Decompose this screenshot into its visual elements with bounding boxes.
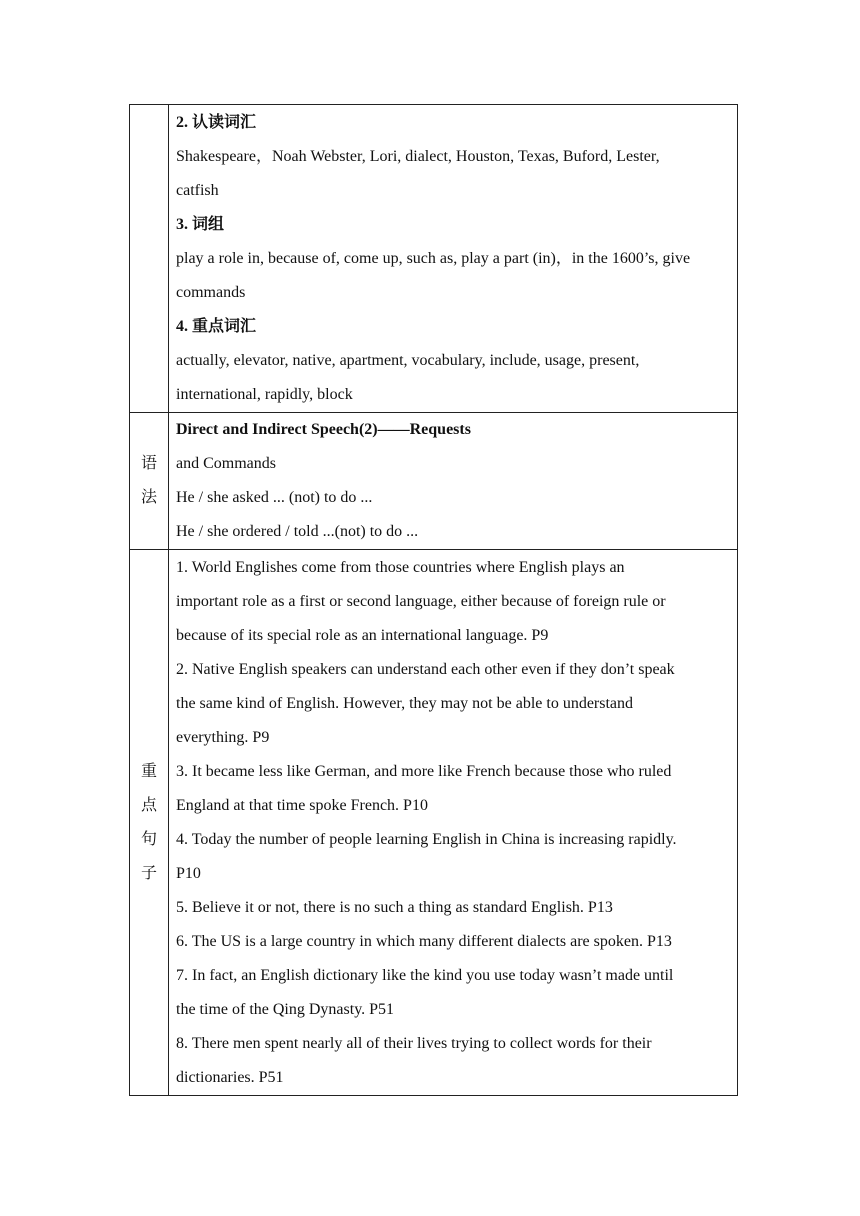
key-sentences-label-char: 点 [140, 796, 157, 814]
grammar-label-char: 语 [140, 455, 157, 472]
sentence-line: 1. World Englishes come from those countries where English plays an [176, 559, 625, 576]
sentence-line: the same kind of English. However, they may not be able to understand [176, 695, 634, 712]
phrases-line: commands [176, 284, 246, 301]
key-sentences-content-cell [169, 550, 738, 1096]
recognition-vocab-line: catfish [176, 182, 219, 199]
recognition-vocab-heading: 2. 认读词汇 [176, 114, 257, 131]
key-vocab-heading: 4. 重点词汇 [176, 318, 257, 335]
key-vocab-line: international, rapidly, block [176, 386, 353, 403]
lesson-table [129, 104, 738, 1096]
sentence-line: everything. P9 [176, 729, 270, 746]
sentence-line: England at that time spoke French. P10 [176, 797, 428, 814]
sentence-line: 6. The US is a large country in which many different dialects are spoken. P13 [176, 933, 672, 950]
key-sentences-label-char: 重 [140, 762, 157, 780]
key-sentences-label-cell [130, 550, 169, 1096]
phrases-line: play a role in, because of, come up, such as, play a part (in)，in the 1600’s, give [176, 250, 691, 267]
key-sentences-row [130, 550, 738, 1096]
key-sentences-label-char: 句 [140, 830, 157, 848]
grammar-line: and Commands [176, 455, 276, 472]
sentence-line: 5. Believe it or not, there is no such a thing as standard English. P13 [176, 899, 613, 916]
sentence-line: 2. Native English speakers can understand each other even if they don’t speak [176, 661, 675, 678]
grammar-line: He / she asked ... (not) to do ... [176, 489, 373, 506]
grammar-title: Direct and Indirect Speech(2)——Requests [176, 421, 471, 438]
sentence-line: P10 [176, 865, 201, 882]
sentence-line: because of its special role as an international language. P9 [176, 627, 549, 644]
vocabulary-content-cell [169, 105, 738, 413]
vocabulary-row [130, 105, 738, 413]
sentence-line: the time of the Qing Dynasty. P51 [176, 1001, 395, 1018]
sentence-line: 3. It became less like German, and more like French because those who ruled [176, 763, 672, 780]
sentence-line: 8. There men spent nearly all of their lives trying to collect words for their [176, 1035, 652, 1052]
grammar-label-char: 法 [140, 489, 157, 506]
sentence-line: 4. Today the number of people learning English in China is increasing rapidly. [176, 831, 677, 848]
sentence-line: dictionaries. P51 [176, 1069, 284, 1086]
grammar-label-cell [130, 413, 169, 550]
phrases-heading: 3. 词组 [176, 216, 225, 233]
grammar-content-cell [169, 413, 738, 550]
grammar-line: He / she ordered / told ...(not) to do ... [176, 523, 419, 540]
sentence-line: 7. In fact, an English dictionary like the kind you use today wasn’t made until [176, 967, 674, 984]
key-sentences-label-char: 子 [140, 864, 157, 882]
vocabulary-label-cell [130, 105, 169, 413]
key-vocab-line: actually, elevator, native, apartment, vocabulary, include, usage, present, [176, 352, 640, 369]
recognition-vocab-line: Shakespeare，Noah Webster, Lori, dialect, Houston, Texas, Buford, Lester, [176, 148, 660, 165]
grammar-row [130, 413, 738, 550]
sentence-line: important role as a first or second language, either because of foreign rule or [176, 593, 666, 610]
